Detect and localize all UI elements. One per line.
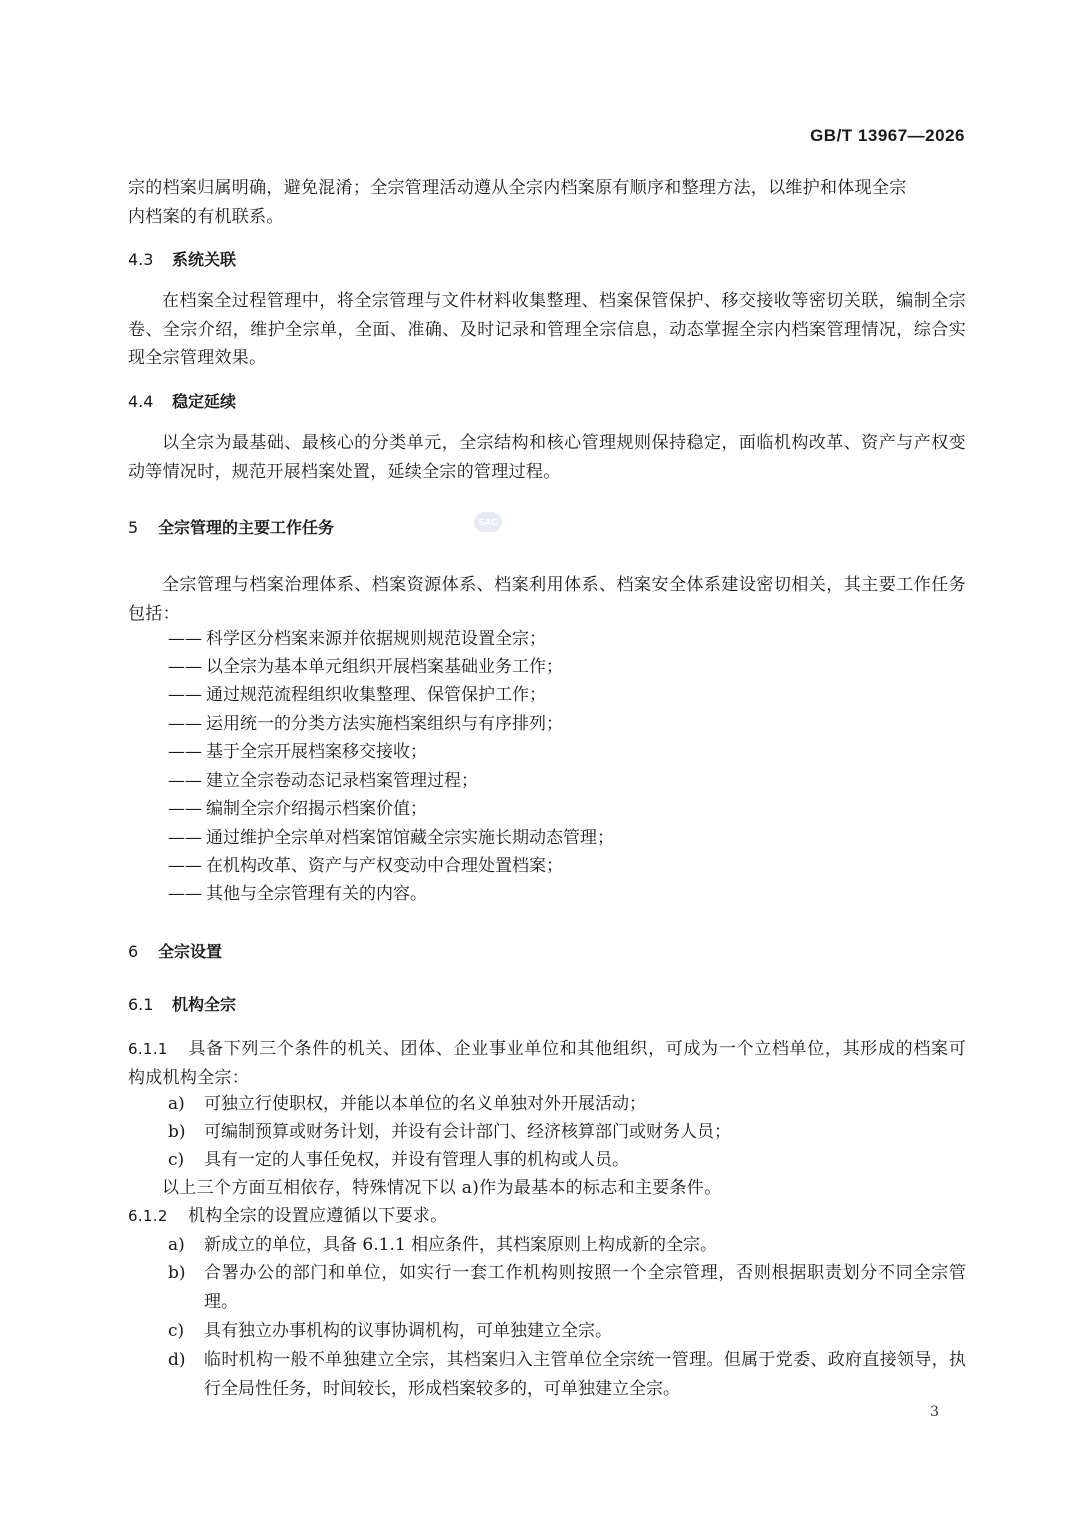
sac-watermark-logo: SAC — [474, 512, 502, 532]
section-title: 全宗管理的主要工作任务 — [158, 518, 335, 537]
section-title: 稳定延续 — [172, 392, 237, 411]
section-4-4-body: 以全宗为最基础、最核心的分类单元，全宗结构和核心管理规则保持稳定，面临机构改革、资产与产权变动等情况时，规范开展档案处置，延续全宗的管理过程。 — [128, 433, 966, 482]
section-5-heading — [128, 516, 966, 540]
page-number: 3 — [930, 1404, 939, 1420]
list-item: —— 科学区分档案来源并依据规则规范设置全宗； — [168, 629, 546, 649]
list-item: —— 建立全宗卷动态记录档案管理过程； — [168, 771, 478, 791]
clause-number: 6.1.1 — [128, 1040, 168, 1058]
section-6-heading — [128, 940, 966, 964]
clause-6-1-2-items: a) 新成立的单位，具备 6.1.1 相应条件，其档案原则上构成新的全宗。 b) 合署办公的部门和单位，如实行一套工作机构则按照一个全宗管理，否则根据职责划分不同全宗管理。 c) 具有独立办事机构的议事协调机构，可单独建立全宗。 d) 临时机构一般不单独建立全宗，其档案归入主管单位全宗统一管理。但属于党委、政府直接领导，执行全局性任务，时间较长，形成档案较多的，可单独建立全宗。 — [168, 1235, 966, 1399]
clause-text: 机构全宗的设置应遵循以下要求。 — [188, 1206, 448, 1226]
section-4-3-body: 在档案全过程管理中，将全宗管理与文件材料收集整理、档案保管保护、移交接收等密切关联，编制全宗卷、全宗介绍，维护全宗单，全面、准确、及时记录和管理全宗信息，动态掌握全宗内档案管理情况，综合实现全宗管理效果。 — [128, 291, 966, 369]
list-item: —— 以全宗为基本单元组织开展档案基础业务工作； — [168, 657, 563, 677]
standard-code: GB/T 13967—2026 — [810, 126, 965, 145]
list-item: —— 其他与全宗管理有关的内容。 — [168, 884, 427, 904]
list-item: —— 在机构改革、资产与产权变动中合理处置档案； — [168, 856, 563, 876]
section-number: 4.4 — [128, 392, 154, 411]
section-4-4-heading — [128, 390, 966, 414]
continuation-line-1: 宗的档案归属明确，避免混淆；全宗管理活动遵从全宗内档案原有顺序和整理方法，以维护和体现全宗 — [128, 178, 907, 198]
clause-6-1-1 — [128, 1035, 966, 1092]
list-item: —— 通过维护全宗单对档案馆馆藏全宗实施长期动态管理； — [168, 828, 614, 848]
section-number: 6.1 — [128, 995, 154, 1014]
section-5-intro: 全宗管理与档案治理体系、档案资源体系、档案利用体系、档案安全体系建设密切相关，其主要工作任务包括： — [128, 575, 966, 624]
clause-text: 具备下列三个条件的机关、团体、企业事业单位和其他组织，可成为一个立档单位，其形成的档案可构成机构全宗： — [128, 1039, 966, 1088]
section-number: 4.3 — [128, 250, 154, 269]
list-item: —— 通过规范流程组织收集整理、保管保护工作； — [168, 685, 546, 705]
section-title: 机构全宗 — [172, 995, 237, 1014]
list-item: —— 基于全宗开展档案移交接收； — [168, 742, 427, 762]
section-6-1-heading — [128, 993, 966, 1017]
continuation-paragraph — [128, 174, 966, 231]
section-title: 全宗设置 — [158, 942, 223, 961]
continuation-line-2: 内档案的有机联系。 — [128, 206, 284, 227]
task-list — [128, 626, 966, 916]
list-item: —— 运用统一的分类方法实施档案组织与有序排列； — [168, 714, 563, 734]
section-title: 系统关联 — [172, 250, 237, 269]
clause-6-1-2 — [128, 1202, 966, 1231]
section-number: 5 — [128, 518, 139, 537]
clause-6-1-1-closing: 以上三个方面互相依存，特殊情况下以 a)作为最基本的标志和主要条件。 — [162, 1178, 722, 1198]
clause-6-1-1-items: a) 可独立行使职权，并能以本单位的名义单独对外开展活动； b) 可编制预算或财务计划，并设有会计部门、经济核算部门或财务人员； c) 具有一定的人事任免权，并设有管理人事的机构或人员。 — [168, 1094, 731, 1170]
clause-number: 6.1.2 — [128, 1207, 168, 1225]
section-number: 6 — [128, 942, 139, 961]
list-item: —— 编制全宗介绍揭示档案价值； — [168, 799, 427, 819]
section-4-3-heading — [128, 248, 966, 272]
